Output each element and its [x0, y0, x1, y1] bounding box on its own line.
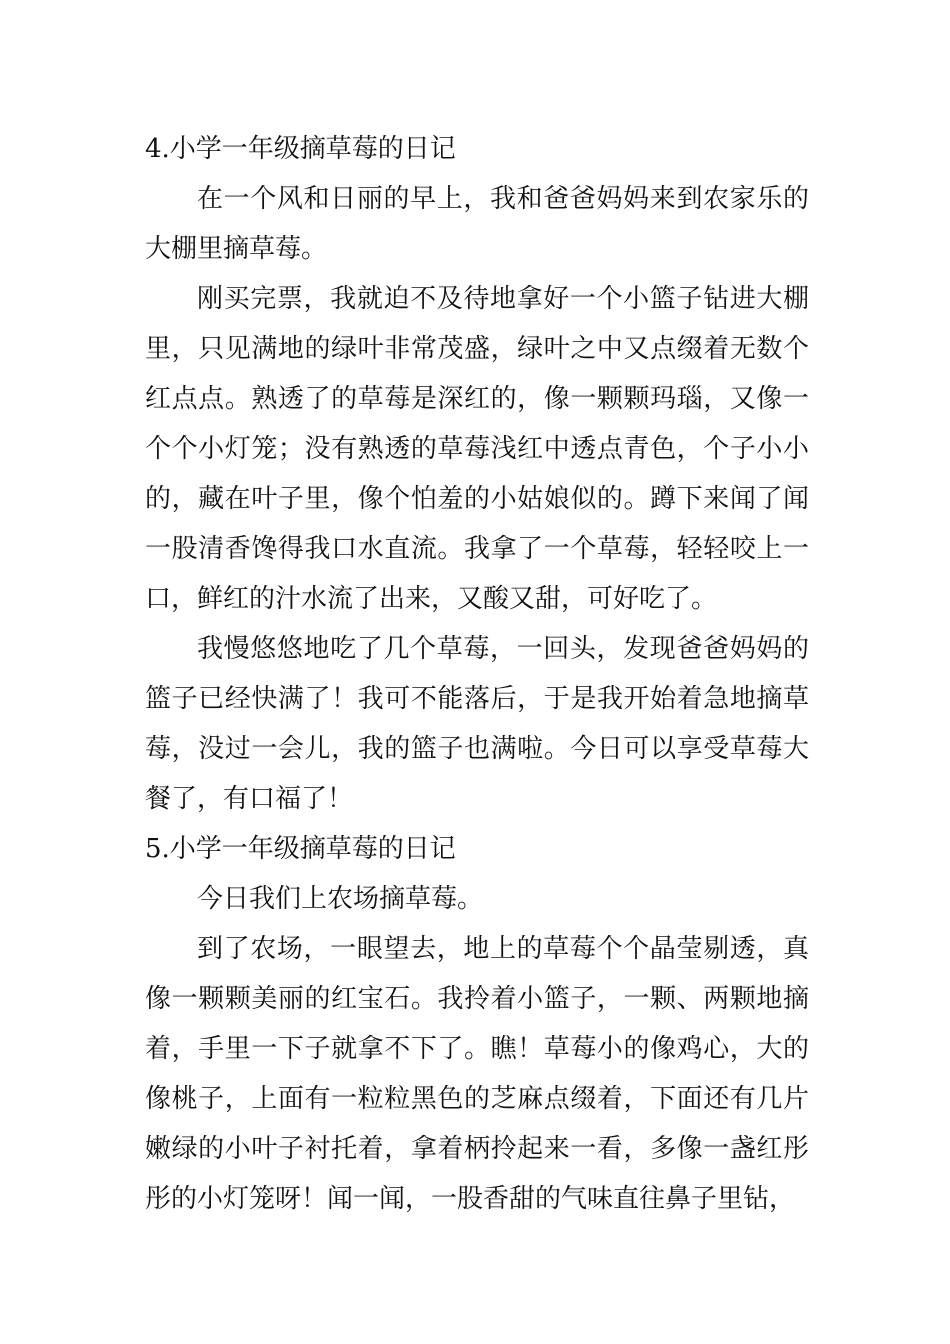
paragraph: 在一个风和日丽的早上，我和爸爸妈妈来到农家乐的大棚里摘草莓。 — [145, 184, 809, 264]
diary-section-5 — [145, 824, 809, 1224]
paragraph: 我慢悠悠地吃了几个草莓，一回头，发现爸爸妈妈的篮子已经快满了！我可不能落后，于是我开始着急地摘草莓，没过一会儿，我的篮子也满啦。今日可以享受草莓大餐了，有口福了！ — [145, 634, 809, 814]
section-heading: 4.小学一年级摘草莓的日记 — [145, 134, 456, 164]
paragraph: 今日我们上农场摘草莓。 — [197, 884, 484, 914]
paragraph: 刚买完票，我就迫不及待地拿好一个小篮子钻进大棚里，只见满地的绿叶非常茂盛，绿叶之中又点缀着无数个红点点。熟透了的草莓是深红的，像一颗颗玛瑙，又像一个个小灯笼；没有熟透的草莓浅红中透点青色，个子小小的，藏在叶子里，像个怕羞的小姑娘似的。蹲下来闻了闻一股清香馋得我口水直流。我拿了一个草莓，轻轻咬上一口，鲜红的汁水流了出来，又酸又甜，可好吃了。 — [145, 284, 809, 614]
diary-section-4 — [145, 124, 809, 824]
section-heading: 5.小学一年级摘草莓的日记 — [145, 834, 456, 864]
paragraph: 到了农场，一眼望去，地上的草莓个个晶莹剔透，真像一颗颗美丽的红宝石。我拎着小篮子，一颗、两颗地摘着，手里一下子就拿不下了。瞧！草莓小的像鸡心，大的像桃子，上面有一粒粒黑色的芝麻点缀着，下面还有几片嫩绿的小叶子衬托着，拿着柄拎起来一看，多像一盏红彤彤的小灯笼呀！闻一闻，一股香甜的气味直往鼻子里钻， — [145, 934, 809, 1214]
document-body — [145, 124, 809, 1224]
